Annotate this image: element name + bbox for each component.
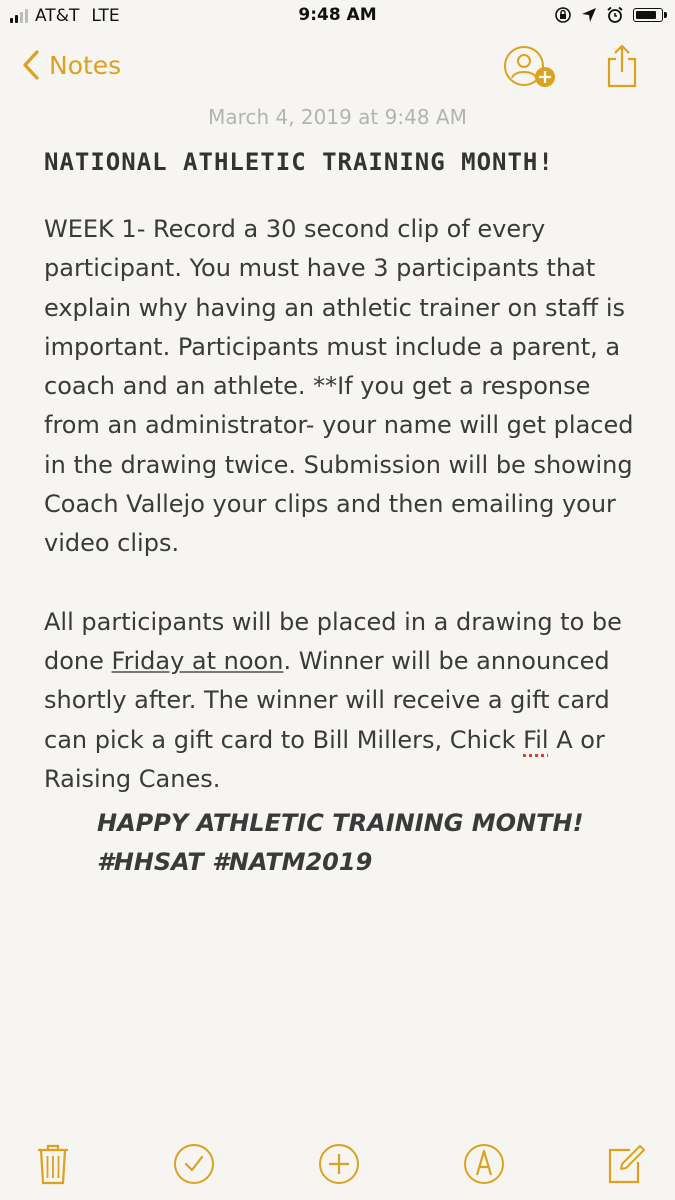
compose-icon[interactable] [606, 1142, 646, 1186]
add-person-icon[interactable] [503, 45, 561, 95]
bottom-toolbar [0, 1140, 675, 1190]
back-button[interactable] [22, 50, 121, 80]
note-paragraph-1: WEEK 1- Record a 30 second clip of every participant. You must have 3 participants that explain why having an athletic trainer on staff is important. Participants must include a parent, a coach and an athlete. **If you get a response from an administrator- your name will get placed in the drawing twice. Submission will be showing Coach Vallejo your clips and then emailing your video clips. [44, 215, 634, 558]
alarm-icon [606, 6, 624, 24]
misspelled-word[interactable]: Fil [523, 725, 549, 754]
status-time: 9:48 AM [298, 5, 377, 25]
network-label: LTE [91, 6, 120, 26]
status-bar [0, 0, 675, 34]
note-title[interactable]: NATIONAL ATHLETIC TRAINING MONTH! [44, 148, 554, 176]
closing-line-1: HAPPY ATHLETIC TRAINING MONTH! [97, 809, 584, 837]
status-right [554, 6, 663, 24]
battery-icon [633, 8, 663, 22]
note-body[interactable] [44, 210, 644, 799]
back-label: Notes [49, 50, 122, 80]
closing-hashtags: #HHSAT #NATM2019 [97, 848, 373, 876]
paragraph-2-text: A or Raising Canes. [44, 725, 605, 793]
share-icon[interactable] [605, 42, 639, 90]
checklist-icon[interactable] [172, 1142, 216, 1186]
note-paragraph-2 [44, 603, 644, 799]
paragraph-2-text: . Winner will be announced shortly after. The winner will receive a gift card can pick a gift card to Bill Millers, Chick [44, 646, 610, 754]
markup-icon[interactable] [462, 1142, 506, 1186]
trash-icon[interactable] [35, 1142, 71, 1186]
location-icon [581, 7, 597, 23]
carrier-label: AT&T [35, 6, 80, 26]
date-link[interactable]: Friday at noon [111, 646, 284, 675]
nav-bar [0, 40, 675, 100]
add-icon[interactable] [317, 1142, 361, 1186]
battery-level [636, 11, 656, 19]
paragraph-2-text: All participants will be placed in a drawing to be done [44, 607, 622, 675]
note-date: March 4, 2019 at 9:48 AM [208, 105, 467, 129]
orientation-lock-icon [554, 6, 572, 24]
note-closing [97, 804, 584, 882]
chevron-left-icon [22, 50, 40, 80]
